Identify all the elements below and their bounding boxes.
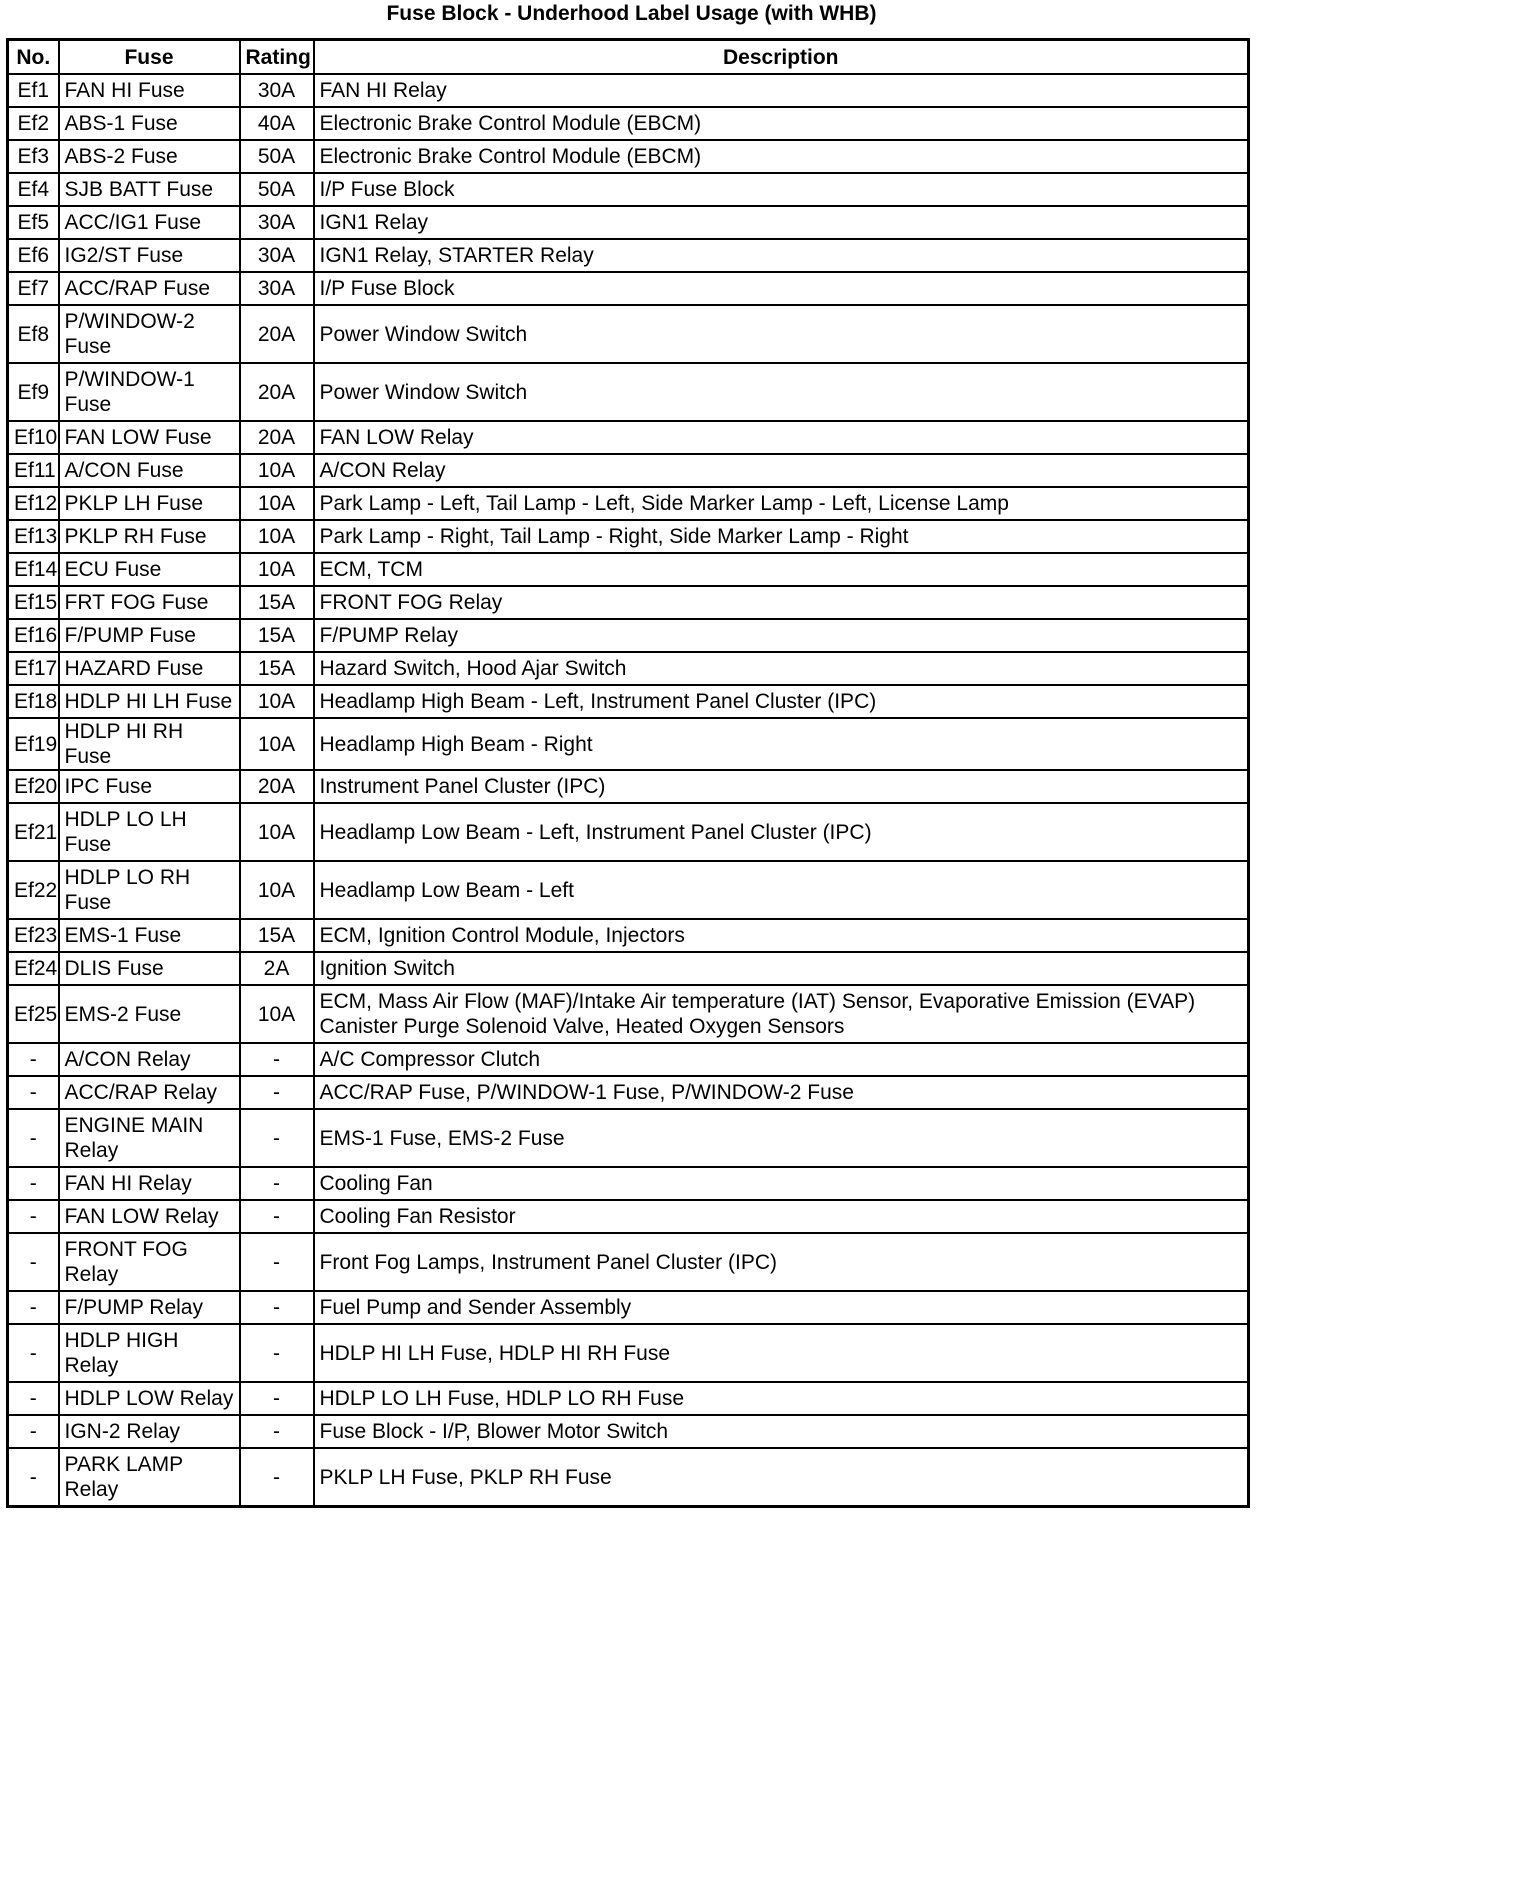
table-body [8,74,1249,1507]
table-row [8,239,1249,272]
cell-rating: - [240,1200,314,1233]
cell-rating: - [240,1167,314,1200]
cell-fuse: FRONT FOG Relay [59,1233,240,1291]
cell-fuse: HDLP HI RH Fuse [59,718,240,770]
cell-fuse: F/PUMP Relay [59,1291,240,1324]
cell-fuse: IPC Fuse [59,770,240,803]
table-row [8,586,1249,619]
cell-no: Ef22 [8,861,59,919]
cell-rating: 10A [240,985,314,1043]
table-row [8,718,1249,770]
cell-description: IGN1 Relay, STARTER Relay [314,239,1249,272]
cell-fuse: PKLP RH Fuse [59,520,240,553]
cell-fuse: ECU Fuse [59,553,240,586]
table-row [8,487,1249,520]
cell-no: Ef1 [8,74,59,107]
cell-rating: - [240,1076,314,1109]
cell-no: - [8,1167,59,1200]
cell-rating: 10A [240,454,314,487]
cell-description: Power Window Switch [314,305,1249,363]
cell-rating: 20A [240,421,314,454]
cell-no: Ef24 [8,952,59,985]
cell-description: Cooling Fan Resistor [314,1200,1249,1233]
cell-description: A/CON Relay [314,454,1249,487]
cell-rating: - [240,1324,314,1382]
cell-description: Headlamp High Beam - Left, Instrument Panel Cluster (IPC) [314,685,1249,718]
cell-rating: 15A [240,619,314,652]
table-row [8,952,1249,985]
cell-fuse: FAN LOW Fuse [59,421,240,454]
cell-no: Ef5 [8,206,59,239]
cell-description: HDLP HI LH Fuse, HDLP HI RH Fuse [314,1324,1249,1382]
table-row [8,861,1249,919]
cell-description: Fuel Pump and Sender Assembly [314,1291,1249,1324]
table-row [8,1291,1249,1324]
page-title: Fuse Block - Underhood Label Usage (with WHB) [386,2,877,25]
cell-description: FRONT FOG Relay [314,586,1249,619]
cell-description: I/P Fuse Block [314,173,1249,206]
cell-rating: 50A [240,173,314,206]
cell-description: IGN1 Relay [314,206,1249,239]
cell-fuse: ACC/IG1 Fuse [59,206,240,239]
cell-no: Ef23 [8,919,59,952]
cell-description: ECM, Mass Air Flow (MAF)/Intake Air temperature (IAT) Sensor, Evaporative Emission (EVAP) Canister Purge Solenoid Valve, Heated Oxygen Sensors [314,985,1249,1043]
cell-rating: 30A [240,74,314,107]
cell-no: Ef9 [8,363,59,421]
fuse-table [6,38,1250,1508]
cell-fuse: ABS-1 Fuse [59,107,240,140]
cell-rating: - [240,1291,314,1324]
cell-no: Ef8 [8,305,59,363]
cell-no: - [8,1043,59,1076]
cell-rating: 10A [240,685,314,718]
cell-rating: - [240,1109,314,1167]
cell-description: FAN LOW Relay [314,421,1249,454]
cell-no: Ef7 [8,272,59,305]
cell-description: Power Window Switch [314,363,1249,421]
cell-no: Ef21 [8,803,59,861]
cell-description: FAN HI Relay [314,74,1249,107]
table-row [8,619,1249,652]
cell-rating: 15A [240,586,314,619]
header-rating: Rating [240,40,314,75]
cell-fuse: IG2/ST Fuse [59,239,240,272]
cell-description: ECM, TCM [314,553,1249,586]
table-row [8,803,1249,861]
cell-fuse: HDLP HI LH Fuse [59,685,240,718]
table-row [8,770,1249,803]
cell-fuse: FAN HI Relay [59,1167,240,1200]
table-row [8,1415,1249,1448]
cell-rating: 10A [240,803,314,861]
cell-description: Instrument Panel Cluster (IPC) [314,770,1249,803]
cell-no: - [8,1324,59,1382]
cell-rating: - [240,1382,314,1415]
cell-fuse: EMS-2 Fuse [59,985,240,1043]
cell-fuse: PKLP LH Fuse [59,487,240,520]
cell-description: Cooling Fan [314,1167,1249,1200]
table-row [8,1200,1249,1233]
cell-description: Park Lamp - Left, Tail Lamp - Left, Side Marker Lamp - Left, License Lamp [314,487,1249,520]
table-row [8,1448,1249,1507]
cell-rating: 15A [240,652,314,685]
cell-no: - [8,1448,59,1507]
cell-rating: 40A [240,107,314,140]
cell-rating: - [240,1043,314,1076]
cell-rating: 20A [240,305,314,363]
cell-description: Headlamp Low Beam - Left, Instrument Panel Cluster (IPC) [314,803,1249,861]
header-fuse: Fuse [59,40,240,75]
cell-fuse: FAN LOW Relay [59,1200,240,1233]
cell-rating: 10A [240,487,314,520]
cell-fuse: HDLP HIGH Relay [59,1324,240,1382]
cell-no: Ef6 [8,239,59,272]
table-row [8,140,1249,173]
table-row [8,206,1249,239]
cell-rating: - [240,1448,314,1507]
cell-description: HDLP LO LH Fuse, HDLP LO RH Fuse [314,1382,1249,1415]
cell-rating: 30A [240,206,314,239]
cell-no: Ef17 [8,652,59,685]
cell-fuse: FAN HI Fuse [59,74,240,107]
cell-description: F/PUMP Relay [314,619,1249,652]
cell-no: - [8,1200,59,1233]
cell-fuse: F/PUMP Fuse [59,619,240,652]
cell-fuse: A/CON Relay [59,1043,240,1076]
cell-description: ACC/RAP Fuse, P/WINDOW-1 Fuse, P/WINDOW-2 Fuse [314,1076,1249,1109]
table-row [8,520,1249,553]
cell-rating: 15A [240,919,314,952]
table-row [8,363,1249,421]
header-description: Description [314,40,1249,75]
cell-rating: 10A [240,553,314,586]
table-row [8,74,1249,107]
table-row [8,107,1249,140]
cell-fuse: FRT FOG Fuse [59,586,240,619]
cell-no: Ef14 [8,553,59,586]
cell-fuse: A/CON Fuse [59,454,240,487]
cell-description: I/P Fuse Block [314,272,1249,305]
cell-rating: 30A [240,272,314,305]
cell-rating: 10A [240,861,314,919]
cell-no: Ef16 [8,619,59,652]
cell-no: - [8,1291,59,1324]
table-row [8,652,1249,685]
cell-fuse: SJB BATT Fuse [59,173,240,206]
cell-description: Ignition Switch [314,952,1249,985]
cell-rating: 20A [240,770,314,803]
cell-description: Hazard Switch, Hood Ajar Switch [314,652,1249,685]
cell-description: Park Lamp - Right, Tail Lamp - Right, Side Marker Lamp - Right [314,520,1249,553]
cell-fuse: HDLP LO RH Fuse [59,861,240,919]
cell-rating: - [240,1233,314,1291]
cell-no: Ef2 [8,107,59,140]
cell-no: - [8,1109,59,1167]
table-row [8,1109,1249,1167]
cell-description: Front Fog Lamps, Instrument Panel Cluster (IPC) [314,1233,1249,1291]
header-no: No. [8,40,59,75]
cell-rating: 20A [240,363,314,421]
cell-fuse: ENGINE MAIN Relay [59,1109,240,1167]
cell-fuse: HDLP LO LH Fuse [59,803,240,861]
cell-rating: 2A [240,952,314,985]
cell-no: Ef10 [8,421,59,454]
cell-description: Headlamp High Beam - Right [314,718,1249,770]
cell-no: Ef25 [8,985,59,1043]
table-row [8,1043,1249,1076]
cell-description: Electronic Brake Control Module (EBCM) [314,107,1249,140]
cell-no: Ef15 [8,586,59,619]
cell-fuse: HDLP LOW Relay [59,1382,240,1415]
table-row [8,173,1249,206]
cell-description: EMS-1 Fuse, EMS-2 Fuse [314,1109,1249,1167]
cell-description: PKLP LH Fuse, PKLP RH Fuse [314,1448,1249,1507]
table-row [8,919,1249,952]
cell-description: A/C Compressor Clutch [314,1043,1249,1076]
table-row [8,553,1249,586]
cell-no: - [8,1415,59,1448]
cell-fuse: HAZARD Fuse [59,652,240,685]
cell-rating: - [240,1415,314,1448]
table-row [8,1076,1249,1109]
cell-rating: 50A [240,140,314,173]
cell-no: - [8,1233,59,1291]
cell-rating: 10A [240,520,314,553]
cell-fuse: P/WINDOW-2 Fuse [59,305,240,363]
cell-no: Ef4 [8,173,59,206]
table-row [8,305,1249,363]
table-row [8,421,1249,454]
cell-no: - [8,1382,59,1415]
table-row [8,1382,1249,1415]
table-row [8,1167,1249,1200]
cell-fuse: IGN-2 Relay [59,1415,240,1448]
cell-no: Ef3 [8,140,59,173]
cell-fuse: P/WINDOW-1 Fuse [59,363,240,421]
cell-no: Ef20 [8,770,59,803]
table-row [8,454,1249,487]
cell-fuse: EMS-1 Fuse [59,919,240,952]
cell-no: Ef12 [8,487,59,520]
cell-description: Fuse Block - I/P, Blower Motor Switch [314,1415,1249,1448]
cell-fuse: ABS-2 Fuse [59,140,240,173]
cell-no: Ef11 [8,454,59,487]
cell-no: Ef19 [8,718,59,770]
table-row [8,685,1249,718]
table-row [8,1233,1249,1291]
cell-fuse: DLIS Fuse [59,952,240,985]
cell-no: Ef13 [8,520,59,553]
cell-description: Electronic Brake Control Module (EBCM) [314,140,1249,173]
table-header-row [8,40,1249,75]
cell-fuse: PARK LAMP Relay [59,1448,240,1507]
cell-description: ECM, Ignition Control Module, Injectors [314,919,1249,952]
table-row [8,985,1249,1043]
cell-fuse: ACC/RAP Fuse [59,272,240,305]
cell-rating: 30A [240,239,314,272]
table-row [8,1324,1249,1382]
table-row [8,272,1249,305]
cell-description: Headlamp Low Beam - Left [314,861,1249,919]
cell-no: - [8,1076,59,1109]
cell-fuse: ACC/RAP Relay [59,1076,240,1109]
cell-no: Ef18 [8,685,59,718]
cell-rating: 10A [240,718,314,770]
